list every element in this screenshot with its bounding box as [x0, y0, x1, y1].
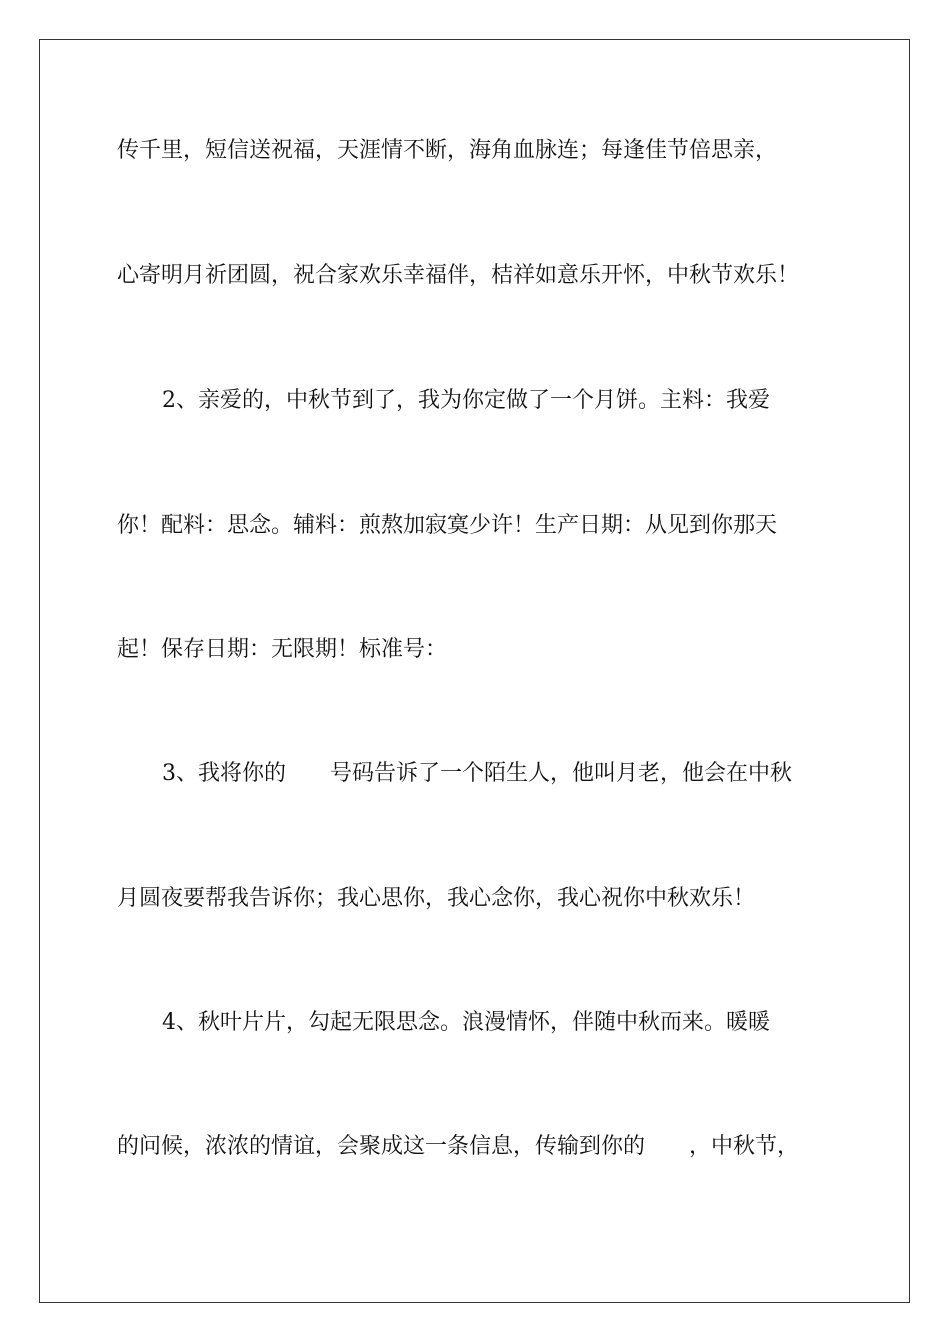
text-line-4: 你！配料：思念。辅料：煎熬加寂寞少许！生产日期：从见到你那天 [117, 513, 778, 538]
text-line-7: 月圆夜要帮我告诉你；我心思你，我心念你，我心祝你中秋欢乐！ [117, 886, 756, 911]
text-line-5: 起！保存日期：无限期！标准号： [117, 637, 448, 662]
text-line-3: 2、亲爱的，中秋节到了，我为你定做了一个月饼。主料：我爱 [162, 388, 770, 413]
text-line-2: 心寄明月祈团圆，祝合家欢乐幸福伴，桔祥如意乐开怀，中秋节欢乐！ [117, 263, 800, 288]
text-line-9: 的问候，浓浓的情谊，会聚成这一条信息，传输到你的 ，中秋节， [117, 1134, 800, 1159]
text-line-6: 3、我将你的 号码告诉了一个陌生人，他叫月老，他会在中秋 [162, 761, 792, 786]
text-line-8: 4、秋叶片片，勾起无限思念。浪漫情怀，伴随中秋而来。暖暖 [162, 1010, 770, 1035]
page-border [39, 39, 910, 1303]
text-line-1: 传千里，短信送祝福，天涯情不断，海角血脉连；每逢佳节倍思亲， [117, 138, 778, 163]
